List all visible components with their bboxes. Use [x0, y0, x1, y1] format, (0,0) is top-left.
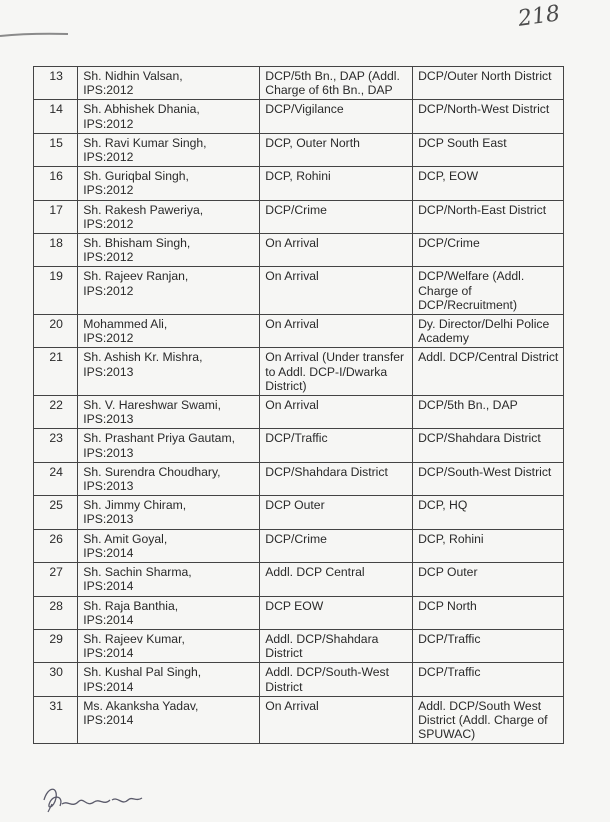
posted-as-cell: DCP/5th Bn., DAP: [413, 396, 564, 429]
present-posting-cell: DCP Outer: [260, 496, 413, 529]
officer-batch: IPS:2012: [83, 283, 134, 298]
table-row: [34, 563, 564, 596]
serial-number-cell: 21: [34, 348, 78, 396]
officer-cell: [78, 396, 260, 429]
present-posting-cell: DCP, Rohini: [260, 167, 413, 200]
present-posting-cell: On Arrival: [260, 396, 413, 429]
table-row: [34, 596, 564, 629]
present-posting-cell: On Arrival: [260, 267, 413, 315]
officer-name: Ms. Akanksha Yadav,: [83, 698, 199, 713]
serial-number-cell: 23: [34, 429, 78, 462]
officer-cell: [78, 696, 260, 744]
serial-number-cell: 30: [34, 663, 78, 696]
officer-cell: [78, 133, 260, 166]
officer-name: Sh. Sachin Sharma,: [83, 565, 192, 580]
officer-name: Sh. Ravi Kumar Singh,: [83, 135, 207, 150]
officer-cell: [78, 563, 260, 596]
staple-mark: [0, 30, 70, 40]
table-row: [34, 629, 564, 662]
table-row: [34, 396, 564, 429]
posted-as-cell: DCP/Welfare (Addl. Charge of DCP/Recruitment): [413, 267, 564, 315]
present-posting-cell: DCP/Crime: [260, 200, 413, 233]
officer-batch: IPS:2014: [83, 612, 134, 627]
officer-name: Sh. Bhisham Singh,: [83, 236, 191, 251]
officer-name: Sh. Prashant Priya Gautam,: [83, 431, 235, 446]
present-posting-cell: DCP/5th Bn., DAP (Addl. Charge of 6th Bn., DAP: [260, 67, 413, 100]
officer-cell: [78, 67, 260, 100]
serial-number-cell: 18: [34, 234, 78, 267]
present-posting-cell: On Arrival: [260, 696, 413, 744]
serial-number-cell: 15: [34, 133, 78, 166]
officer-batch: IPS:2012: [83, 83, 134, 98]
table-row: [34, 200, 564, 233]
officer-name: Sh. Jimmy Chiram,: [83, 498, 187, 513]
officer-cell: [78, 267, 260, 315]
serial-number-cell: 26: [34, 529, 78, 562]
officer-batch: IPS:2013: [83, 479, 134, 494]
officer-batch: IPS:2013: [83, 512, 134, 527]
officer-name: Mohammed Ali,: [83, 317, 168, 332]
officer-batch: IPS:2012: [83, 331, 134, 346]
present-posting-cell: DCP, Outer North: [260, 133, 413, 166]
officer-name: Sh. Nidhin Valsan,: [83, 69, 183, 83]
posted-as-cell: DCP Outer: [413, 563, 564, 596]
table-row: [34, 529, 564, 562]
officer-name: Sh. Guriqbal Singh,: [83, 169, 189, 184]
posted-as-cell: Addl. DCP/South West District (Addl. Charge of SPUWAC): [413, 696, 564, 744]
table-row: [34, 267, 564, 315]
present-posting-cell: Addl. DCP Central: [260, 563, 413, 596]
posted-as-cell: DCP/Traffic: [413, 629, 564, 662]
officer-batch: IPS:2012: [83, 116, 134, 131]
officer-cell: [78, 529, 260, 562]
table-row: [34, 133, 564, 166]
posted-as-cell: DCP, HQ: [413, 496, 564, 529]
officer-batch: IPS:2014: [83, 579, 134, 594]
postings-table-body: [34, 67, 564, 744]
officer-cell: [78, 496, 260, 529]
present-posting-cell: On Arrival: [260, 315, 413, 348]
table-row: [34, 167, 564, 200]
posted-as-cell: DCP/Crime: [413, 234, 564, 267]
officer-cell: [78, 315, 260, 348]
present-posting-cell: DCP EOW: [260, 596, 413, 629]
page-number: 218: [516, 1, 562, 32]
officer-cell: [78, 629, 260, 662]
serial-number-cell: 27: [34, 563, 78, 596]
serial-number-cell: 25: [34, 496, 78, 529]
posted-as-cell: DCP North: [413, 596, 564, 629]
serial-number-cell: 31: [34, 696, 78, 744]
officer-cell: [78, 348, 260, 396]
officer-name: Sh. Rajeev Kumar,: [83, 631, 185, 646]
table-row: [34, 429, 564, 462]
officer-cell: [78, 462, 260, 495]
posted-as-cell: DCP/Shahdara District: [413, 429, 564, 462]
officer-cell: [78, 200, 260, 233]
table-row: [34, 663, 564, 696]
officer-name: Sh. Kushal Pal Singh,: [83, 665, 202, 680]
officer-batch: IPS:2012: [83, 183, 134, 198]
table-row: [34, 100, 564, 133]
officer-batch: IPS:2013: [83, 412, 134, 427]
officer-batch: IPS:2013: [83, 445, 134, 460]
officer-batch: IPS:2014: [83, 545, 134, 560]
serial-number-cell: 13: [34, 67, 78, 100]
present-posting-cell: DCP/Traffic: [260, 429, 413, 462]
table-row: [34, 67, 564, 100]
posted-as-cell: Dy. Director/Delhi Police Academy: [413, 315, 564, 348]
officer-batch: IPS:2014: [83, 646, 134, 661]
table-row: [34, 234, 564, 267]
serial-number-cell: 28: [34, 596, 78, 629]
present-posting-cell: DCP/Shahdara District: [260, 462, 413, 495]
officer-name: Sh. Amit Goyal,: [83, 531, 168, 546]
officer-batch: IPS:2014: [83, 679, 134, 694]
serial-number-cell: 20: [34, 315, 78, 348]
serial-number-cell: 24: [34, 462, 78, 495]
serial-number-cell: 14: [34, 100, 78, 133]
officer-cell: [78, 596, 260, 629]
posted-as-cell: DCP/Traffic: [413, 663, 564, 696]
table-row: [34, 462, 564, 495]
officer-name: Sh. Surendra Choudhary,: [83, 464, 221, 479]
officer-batch: IPS:2012: [83, 216, 134, 231]
present-posting-cell: On Arrival: [260, 234, 413, 267]
posted-as-cell: DCP/Outer North District: [413, 67, 564, 100]
officer-name: Sh. Ashish Kr. Mishra,: [83, 350, 203, 365]
officer-name: Sh. V. Hareshwar Swami,: [83, 398, 221, 413]
table-row: [34, 496, 564, 529]
posted-as-cell: Addl. DCP/Central District: [413, 348, 564, 396]
officer-cell: [78, 429, 260, 462]
posted-as-cell: DCP/North-West District: [413, 100, 564, 133]
posted-as-cell: DCP/South-West District: [413, 462, 564, 495]
posted-as-cell: DCP, Rohini: [413, 529, 564, 562]
serial-number-cell: 19: [34, 267, 78, 315]
postings-table: [33, 66, 564, 744]
table-row: [34, 315, 564, 348]
posted-as-cell: DCP, EOW: [413, 167, 564, 200]
officer-cell: [78, 663, 260, 696]
present-posting-cell: DCP/Crime: [260, 529, 413, 562]
table-row: [34, 348, 564, 396]
serial-number-cell: 16: [34, 167, 78, 200]
officer-batch: IPS:2012: [83, 250, 134, 265]
officer-name: Sh. Raja Banthia,: [83, 598, 179, 613]
officer-cell: [78, 100, 260, 133]
officer-cell: [78, 167, 260, 200]
serial-number-cell: 29: [34, 629, 78, 662]
officer-cell: [78, 234, 260, 267]
serial-number-cell: 22: [34, 396, 78, 429]
posted-as-cell: DCP South East: [413, 133, 564, 166]
posted-as-cell: DCP/North-East District: [413, 200, 564, 233]
officer-batch: IPS:2014: [83, 712, 134, 727]
serial-number-cell: 17: [34, 200, 78, 233]
present-posting-cell: Addl. DCP/South-West District: [260, 663, 413, 696]
officer-name: Sh. Rakesh Paweriya,: [83, 202, 204, 217]
present-posting-cell: On Arrival (Under transfer to Addl. DCP-I/Dwarka District): [260, 348, 413, 396]
officer-batch: IPS:2012: [83, 150, 134, 165]
officer-name: Sh. Abhishek Dhania,: [83, 102, 200, 117]
table-row: [34, 696, 564, 744]
present-posting-cell: Addl. DCP/Shahdara District: [260, 629, 413, 662]
handwritten-signature: [38, 782, 148, 818]
present-posting-cell: DCP/Vigilance: [260, 100, 413, 133]
officer-batch: IPS:2013: [83, 364, 134, 379]
officer-name: Sh. Rajeev Ranjan,: [83, 269, 189, 284]
